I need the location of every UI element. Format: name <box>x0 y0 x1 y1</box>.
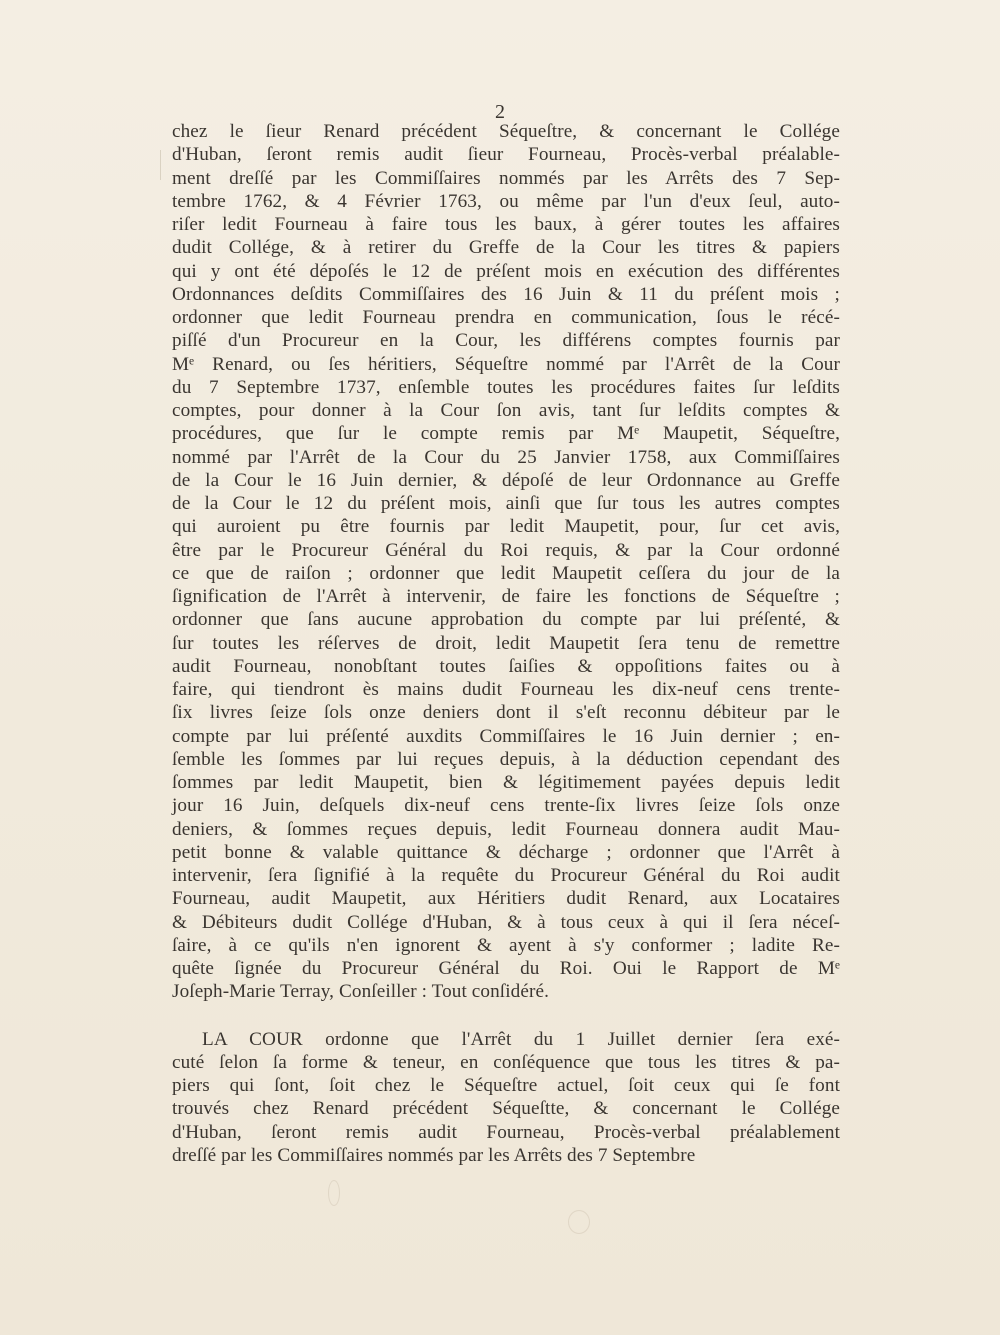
paragraph-request <box>172 120 840 1004</box>
text-line: Joſeph-Marie Terray, Conſeiller : Tout conſidéré. <box>172 981 549 1003</box>
text-line: faire, qui tiendront ès mains dudit Fourneau les dix-neuf cens trente- <box>172 679 840 700</box>
margin-mark <box>160 150 169 180</box>
paper-blemish <box>328 1180 340 1206</box>
text-line: jour 16 Juin, deſquels dix-neuf cens trente-ſix livres ſeize ſols onze <box>172 795 840 817</box>
text-line: ſur toutes les réſerves de droit, ledit Maupetit ſera tenu de remettre <box>172 632 840 654</box>
text-line: riſer ledit Fourneau à faire tous les baux, à gérer toutes les affaires <box>172 214 840 235</box>
text-line: ſaire, à ce qu'ils n'en ignorent & ayent à s'y conformer ; ladite Re- <box>172 934 840 956</box>
text-line: trouvés chez Renard précédent Séqueſtte, & concernant le Collége <box>172 1098 840 1120</box>
text-line: ce que de raiſon ; ordonner que ledit Maupetit ceſſera du jour de la <box>172 562 840 584</box>
paragraph-ruling <box>172 1028 840 1168</box>
page-number: 2 <box>495 101 505 123</box>
text-line: LA COUR ordonne que l'Arrêt du 1 Juillet dernier ſera exé- <box>202 1028 840 1050</box>
text-line: d'Huban, ſeront remis audit Fourneau, Procès-verbal préalablement <box>172 1121 840 1143</box>
text-line: petit bonne & valable quittance & décharge ; ordonner que l'Arrêt à <box>172 841 840 863</box>
text-line: chez le ſieur Renard précédent Séqueſtre, & concernant le Collége <box>172 121 840 142</box>
text-line: du 7 Septembre 1737, enſemble toutes les procédures faites ſur leſdits <box>172 376 840 398</box>
text-line: ordonner que ſans aucune approbation du compte par lui préſenté, & <box>172 609 840 631</box>
text-line: cuté ſelon ſa forme & teneur, en conſéquence que tous les titres & pa- <box>172 1051 840 1073</box>
text-line: Ordonnances deſdits Commiſſaires des 16 Juin & 11 du préſent mois ; <box>172 283 840 305</box>
text-line: de la Cour le 12 du préſent mois, ainſi que ſur tous les autres comptes <box>172 493 840 514</box>
text-line: piſſé d'un Procureur en la Cour, les différens comptes fournis par <box>172 330 840 352</box>
text-line: & Débiteurs dudit Collége d'Huban, & à tous ceux à qui il ſera néceſ- <box>172 911 840 933</box>
text-line: de la Cour le 16 Juin dernier, & dépoſé de leur Ordonnance au Greffe <box>172 469 840 491</box>
text-line: compte par lui préſenté auxdits Commiſſaires le 16 Juin dernier ; en- <box>172 725 840 747</box>
text-line: Fourneau, audit Maupetit, aux Héritiers dudit Renard, aux Locataires <box>172 888 840 910</box>
text-line: ſignification de l'Arrêt à intervenir, de faire les fonctions de Séqueſtre ; <box>172 586 840 607</box>
text-line: ſemble les ſommes par lui reçues depuis, à la déduction cependant des <box>172 748 840 770</box>
text-line: dudit Collége, & à retirer du Greffe de la Cour les titres & papiers <box>172 237 840 259</box>
text-line: procédures, que ſur le compte remis par Mᵉ Maupetit, Séqueſtre, <box>172 423 840 445</box>
text-line: ment dreſſé par les Commiſſaires nommés par les Arrêts des 7 Sep- <box>172 167 840 189</box>
text-line: deniers, & ſommes reçues depuis, ledit Fourneau donnera audit Mau- <box>172 818 840 840</box>
text-line: audit Fourneau, nonobſtant toutes ſaiſies & oppoſitions faites ou à <box>172 655 840 677</box>
text-line: intervenir, ſera ſignifié à la requête du Procureur Général du Roi audit <box>172 865 840 886</box>
text-line: ſix livres ſeize ſols onze deniers dont il s'eſt reconnu débiteur par le <box>172 702 840 724</box>
text-line: piers qui ſont, ſoit chez le Séqueſtre actuel, ſoit ceux qui ſe font <box>172 1075 840 1096</box>
text-line: comptes, pour donner à la Cour ſon avis, tant ſur leſdits comptes & <box>172 400 840 421</box>
text-line: Mᵉ Renard, ou ſes héritiers, Séqueſtre nommé par l'Arrêt de la Cour <box>172 353 840 375</box>
text-line: ſommes par ledit Maupetit, bien & légitimement payées depuis ledit <box>172 772 840 793</box>
text-line: qui y ont été dépoſés le 12 de préſent mois en exécution des différentes <box>172 260 840 282</box>
text-line: être par le Procureur Général du Roi requis, & par la Cour ordonné <box>172 539 840 561</box>
text-line: dreſſé par les Commiſſaires nommés par les Arrêts des 7 Septembre <box>172 1144 696 1166</box>
document-body <box>172 120 840 1167</box>
text-line: nommé par l'Arrêt de la Cour du 25 Janvier 1758, aux Commiſſaires <box>172 446 840 468</box>
text-line: ordonner que ledit Fourneau prendra en communication, ſous le récé- <box>172 307 840 328</box>
text-line: quête ſignée du Procureur Général du Roi. Oui le Rapport de Mᵉ <box>172 958 840 979</box>
text-line: tembre 1762, & 4 Février 1763, ou même par l'un d'eux ſeul, auto- <box>172 190 840 212</box>
text-line: d'Huban, ſeront remis audit ſieur Fourneau, Procès-verbal préalable- <box>172 144 840 166</box>
text-line: qui auroient pu être fournis par ledit Maupetit, pour, ſur cet avis, <box>172 516 840 538</box>
paper-blemish <box>568 1210 590 1234</box>
